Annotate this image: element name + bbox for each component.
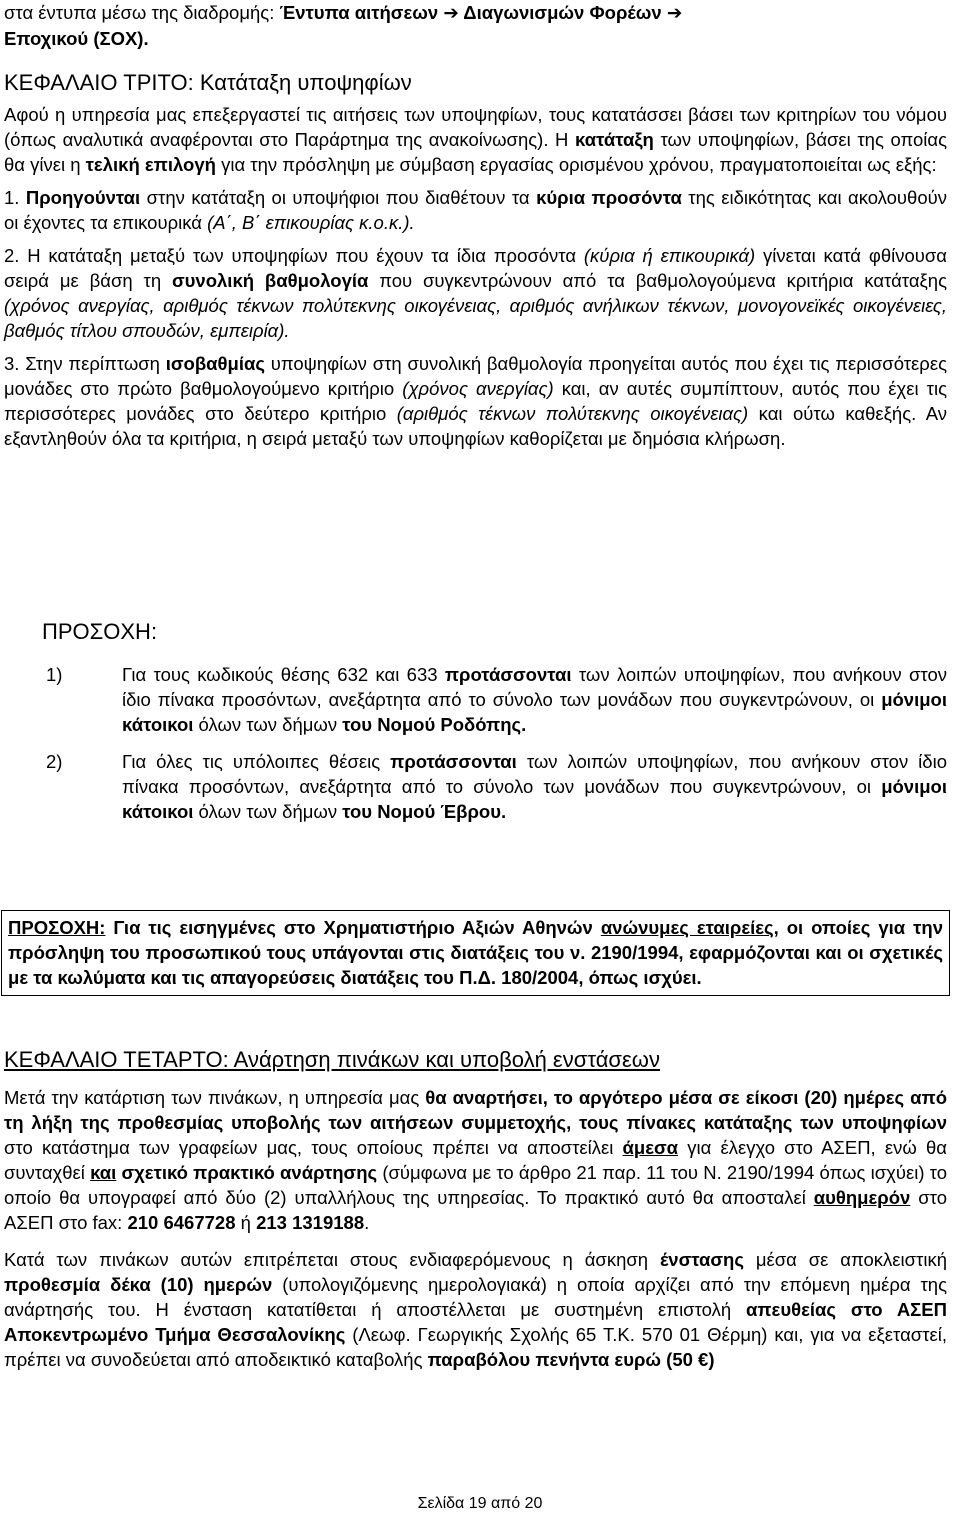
chapter-four-paragraph: Μετά την κατάρτιση των πινάκων, η υπηρεσία μας θα αναρτήσει, το αργότερο μέσα σε είκοσι (20) ημέρες από τη λήξη της προθεσμίας υποβολής των αιτήσεων συμμετοχής, τους πίνακες κατάταξης των υποψηφίων στο κατάστημα των γραφείων μας, τους οποίους πρέπει να αποστείλει άμεσα για έλεγχο στο ΑΣΕΠ, ενώ θα συνταχθεί και σχετικό πρακτικό ανάρτησης (σύμφωνα με το άρθρο 21 παρ. 11 του Ν. 2190/1994 όπως ισχύει) το οποίο θα υπογραφεί από δύο (2) υπαλλήλους της υπηρεσίας. Το πρακτικό αυτό θα αποσταλεί αυθημερόν στο ΑΣΕΠ στο fax: 210 6467728 ή 213 1319188. xyxy=(4,1087,948,1233)
page-number: Σελίδα 19 από 20 xyxy=(417,1495,543,1512)
chapter-three-paragraph: Αφού η υπηρεσία μας επεξεργαστεί τις αιτήσεις των υποψηφίων, τους κατατάσσει βάσει των κριτηρίων του νόμου (όπως αναλυτικά αναφέρονται στο Παράρτημα της ανακοίνωσης). Η κατάταξη των υποψηφίων, βάσει της οποίας θα γίνει η τελική επιλογή για την πρόσληψη με σύμβαση εργασίας ορισμένου χρόνου, πραγματοποιείται ως εξής: xyxy=(4,104,947,175)
intro-bold: Έντυπα αιτήσεων xyxy=(279,2,444,23)
objection-paragraph: Κατά των πινάκων αυτών επιτρέπεται στους ενδιαφερόμενους η άσκηση ένστασης μέσα σε αποκλειστική προθεσμία δέκα (10) ημερών (υπολογιζόμενης ημερολογιακά) η οποία αρχίζει από την επόμενη ημέρα της ανάρτησής του. Η ένσταση κατατίθεται ή αποστέλλεται με συστημένη επιστολή απευθείας στο ΑΣΕΠ Αποκεντρωμένο Τμήμα Θεσσαλονίκης (Λεωφ. Γεωργικής Σχολής 65 Τ.Κ. 570 01 Θέρμη) και, για να εξεταστεί, πρέπει να συνοδεύεται από αποδεικτικό καταβολής παραβόλου πενήντα ευρώ (50 €) xyxy=(4,1249,948,1370)
intro-bold: Εποχικού (ΣΟΧ). xyxy=(4,28,149,49)
attention-section xyxy=(4,617,947,824)
intro-paragraph xyxy=(4,0,947,51)
intro-text: στα έντυπα μέσω της διαδρομής: xyxy=(4,2,280,23)
chapter-four-title: ΚΕΦΑΛΑΙΟ ΤΕΤΑΡΤΟ: Ανάρτηση πινάκων και υποβολή ενστάσεων xyxy=(4,1047,660,1072)
ranking-rule-2: 2. Η κατάταξη μεταξύ των υποψηφίων που έχουν τα ίδια προσόντα (κύρια ή επικουρικά) γίνεται κατά φθίνουσα σειρά με βάση τη συνολική βαθμολογία που συγκεντρώνουν από τα βαθμολογούμενα κριτήρια κατάταξης (χρόνος ανεργίας, αριθμός τέκνων πολύτεκνης οικογένειας, αριθμός ανήλικων τέκνων, μονογονεϊκές οικογένειες, βαθμός τίτλου σπουδών, εμπειρία). xyxy=(4,245,948,341)
arrow-right-icon: ➔ xyxy=(443,3,459,24)
attention-item: 2) Για όλες τις υπόλοιπες θέσεις προτάσσονται των λοιπών υποψηφίων, που ανήκουν στον ίδιο πίνακα προσόντων, ανεξάρτητα από το σύνολο των μονάδων που συγκεντρώνουν, οι μόνιμοι κάτοικοι όλων των δήμων του Νομού Έβρου. xyxy=(46,751,947,822)
ranking-rule-3: 3. Στην περίπτωση ισοβαθμίας υποψηφίων στη συνολική βαθμολογία προηγείται αυτός που έχει τις περισσότερες μονάδες στο πρώτο βαθμολογούμενο κριτήριο (χρόνος ανεργίας) και, αν αυτές συμπίπτουν, αυτός που έχει τις περισσότερες μονάδες στο δεύτερο κριτήριο (αριθμός τέκνων πολύτεκνης οικογένειας) και ούτω καθεξής. Αν εξαντληθούν όλα τα κριτήρια, η σειρά μεταξύ των υποψηφίων καθορίζεται με δημόσια κλήρωση. xyxy=(4,353,947,449)
attention-title: ΠΡΟΣΟΧΗ: xyxy=(42,619,158,644)
ranking-rule-1: 1. Προηγούνται στην κατάταξη οι υποψήφιοι που διαθέτουν τα κύρια προσόντα της ειδικότητας και ακολουθούν οι έχοντες τα επικουρικά (Α΄, Β΄ επικουρίας κ.ο.κ.). xyxy=(4,187,947,233)
chapter-three-title: ΚΕΦΑΛΑΙΟ ΤΡΙΤΟ: Κατάταξη υποψηφίων xyxy=(4,70,412,95)
attention-item: 1) Για τους κωδικούς θέσης 632 και 633 προτάσσονται των λοιπών υποψηφίων, που ανήκουν στον ίδιο πίνακα προσόντων, ανεξάρτητα από το σύνολο των μονάδων που συγκεντρώνουν, οι μόνιμοι κάτοικοι όλων των δήμων του Νομού Ροδόπης. xyxy=(46,664,947,735)
intro-bold: Διαγωνισμών Φορέων xyxy=(458,2,667,23)
listed-companies-notice: ΠΡΟΣΟΧΗ: Για τις εισηγμένες στο Χρηματιστήριο Αξιών Αθηνών ανώνυμες εταιρείες, οι οποίες για την πρόσληψη του προσωπικού τους υπάγονται στις διατάξεις του ν. 2190/1994, εφαρμόζονται και οι σχετικές με τα κωλύματα και τις απαγορεύσεις διατάξεις του Π.Δ. 180/2004, όπως ισχύει. xyxy=(1,910,950,996)
chapter-three xyxy=(4,68,947,451)
arrow-right-icon: ➔ xyxy=(666,3,683,24)
chapter-four xyxy=(4,1045,947,1372)
